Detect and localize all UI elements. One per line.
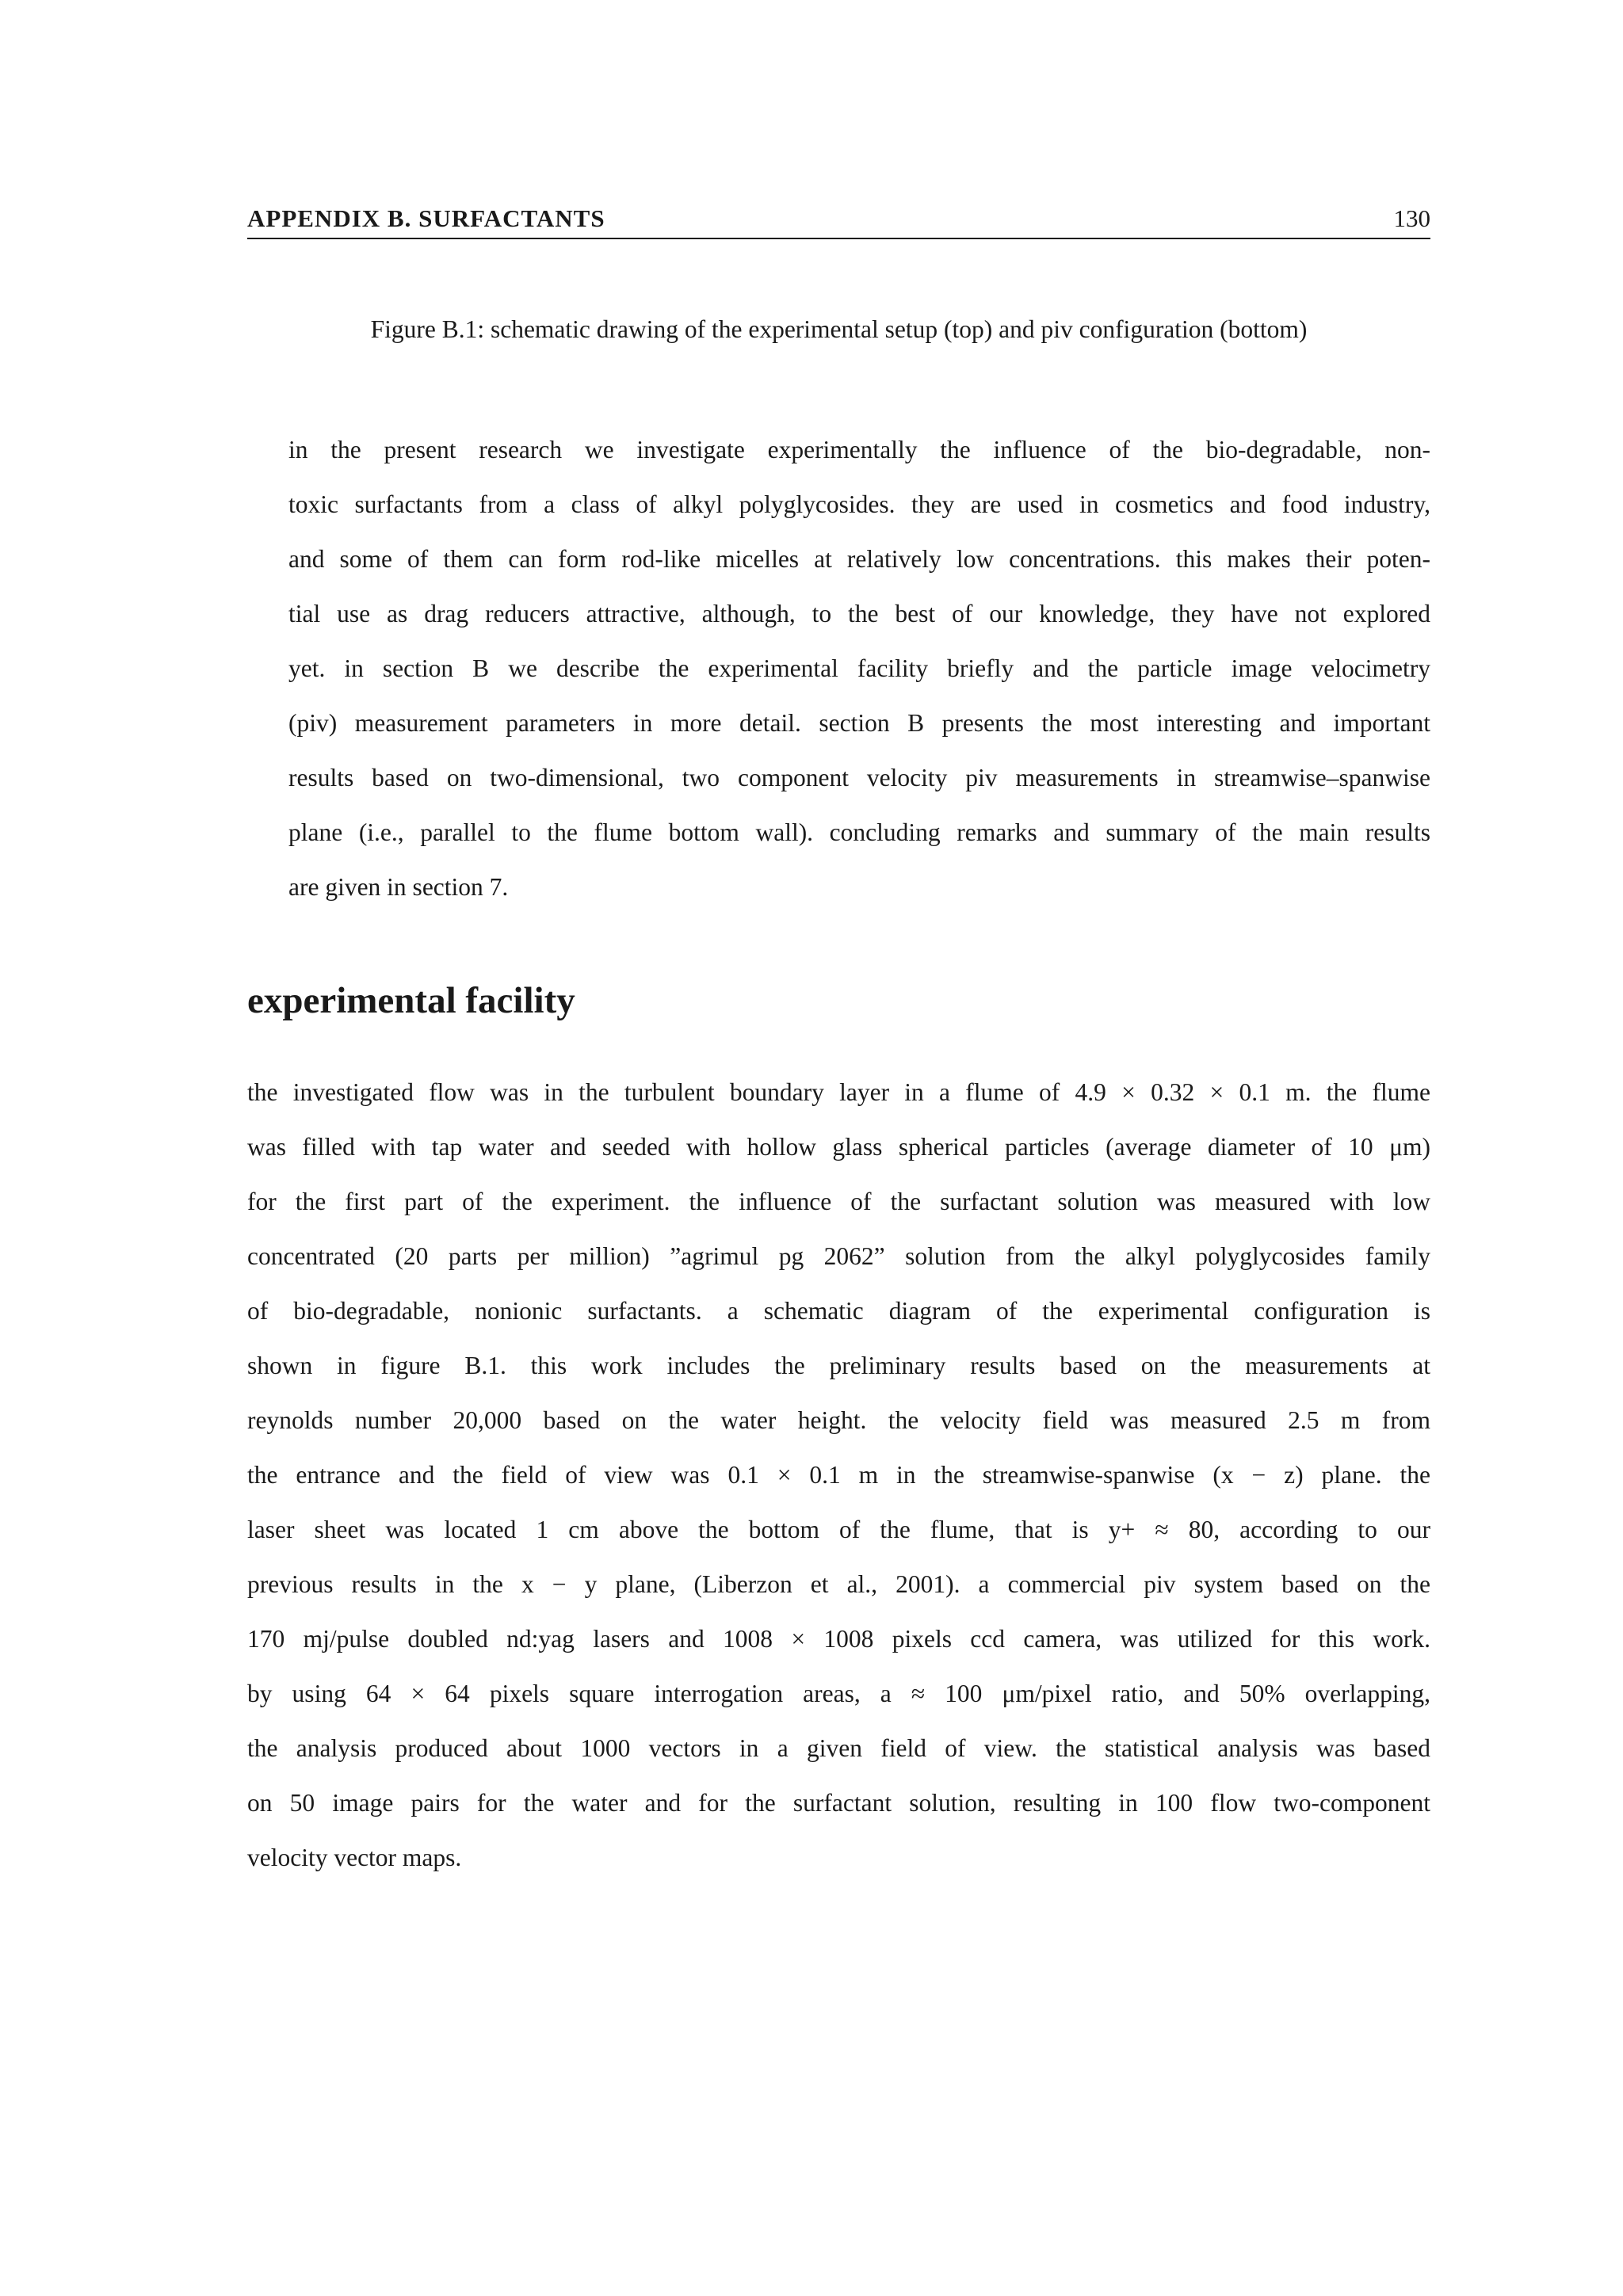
paragraph-line: previous results in the x − y plane, (Liberzon et al., 2001). a commercial piv system based on the bbox=[247, 1570, 1430, 1598]
paragraph-line: laser sheet was located 1 cm above the bottom of the flume, that is y+ ≈ 80, according to our bbox=[247, 1516, 1430, 1543]
figure-caption: Figure B.1: schematic drawing of the experimental setup (top) and piv configuration (bottom) bbox=[370, 315, 1308, 343]
paragraph-line: and some of them can form rod-like micelles at relatively low concentrations. this makes their poten- bbox=[288, 545, 1430, 573]
paragraph-line: for the first part of the experiment. the influence of the surfactant solution was measured with low bbox=[247, 1188, 1430, 1215]
paragraph-line: on 50 image pairs for the water and for the surfactant solution, resulting in 100 flow two-component bbox=[247, 1789, 1430, 1817]
section-heading: experimental facility bbox=[247, 980, 575, 1021]
paragraph-line: in the present research we investigate experimentally the influence of the bio-degradable, non- bbox=[288, 436, 1430, 463]
paragraph-line: shown in figure B.1. this work includes the preliminary results based on the measurements at bbox=[247, 1352, 1430, 1379]
paragraph-line: was filled with tap water and seeded with hollow glass spherical particles (average diameter of 10 μm) bbox=[247, 1133, 1430, 1161]
paragraph-line: the entrance and the field of view was 0.1 × 0.1 m in the streamwise-spanwise (x − z) plane. the bbox=[247, 1461, 1430, 1489]
chapter-title: APPENDIX B. SURFACTANTS bbox=[247, 204, 605, 232]
paragraph-line: reynolds number 20,000 based on the water height. the velocity field was measured 2.5 m from bbox=[247, 1406, 1430, 1434]
paragraph-line: the analysis produced about 1000 vectors in a given field of view. the statistical analysis was based bbox=[247, 1734, 1430, 1762]
facility-paragraph bbox=[247, 1065, 1430, 1885]
paragraph-line: 170 mj/pulse doubled nd:yag lasers and 1008 × 1008 pixels ccd camera, was utilized for this work. bbox=[247, 1625, 1430, 1653]
paragraph-line: the investigated flow was in the turbulent boundary layer in a flume of 4.9 × 0.32 × 0.1 m. the flume bbox=[247, 1078, 1430, 1106]
paragraph-line: of bio-degradable, nonionic surfactants. a schematic diagram of the experimental configuration is bbox=[247, 1297, 1430, 1325]
paragraph-line: by using 64 × 64 pixels square interrogation areas, a ≈ 100 μm/pixel ratio, and 50% overlapping, bbox=[247, 1680, 1430, 1707]
paragraph-line: results based on two-dimensional, two component velocity piv measurements in streamwise–spanwise bbox=[288, 764, 1430, 791]
running-header bbox=[247, 204, 1430, 239]
paragraph-line: toxic surfactants from a class of alkyl polyglycosides. they are used in cosmetics and food industry, bbox=[288, 490, 1430, 518]
paragraph-line: (piv) measurement parameters in more detail. section B presents the most interesting and important bbox=[288, 709, 1430, 737]
intro-paragraph bbox=[247, 422, 1430, 914]
paragraph-line: plane (i.e., parallel to the flume bottom wall). concluding remarks and summary of the main results bbox=[288, 818, 1430, 846]
paragraph-line: velocity vector maps. bbox=[247, 1844, 462, 1871]
paragraph-line: tial use as drag reducers attractive, although, to the best of our knowledge, they have not explored bbox=[288, 600, 1430, 627]
page-number: 130 bbox=[1393, 204, 1430, 232]
paragraph-line: concentrated (20 parts per million) ”agrimul pg 2062” solution from the alkyl polyglycosides family bbox=[247, 1242, 1430, 1270]
paragraph-line: yet. in section B we describe the experimental facility briefly and the particle image velocimetry bbox=[288, 654, 1430, 682]
paragraph-line: are given in section 7. bbox=[288, 873, 509, 901]
